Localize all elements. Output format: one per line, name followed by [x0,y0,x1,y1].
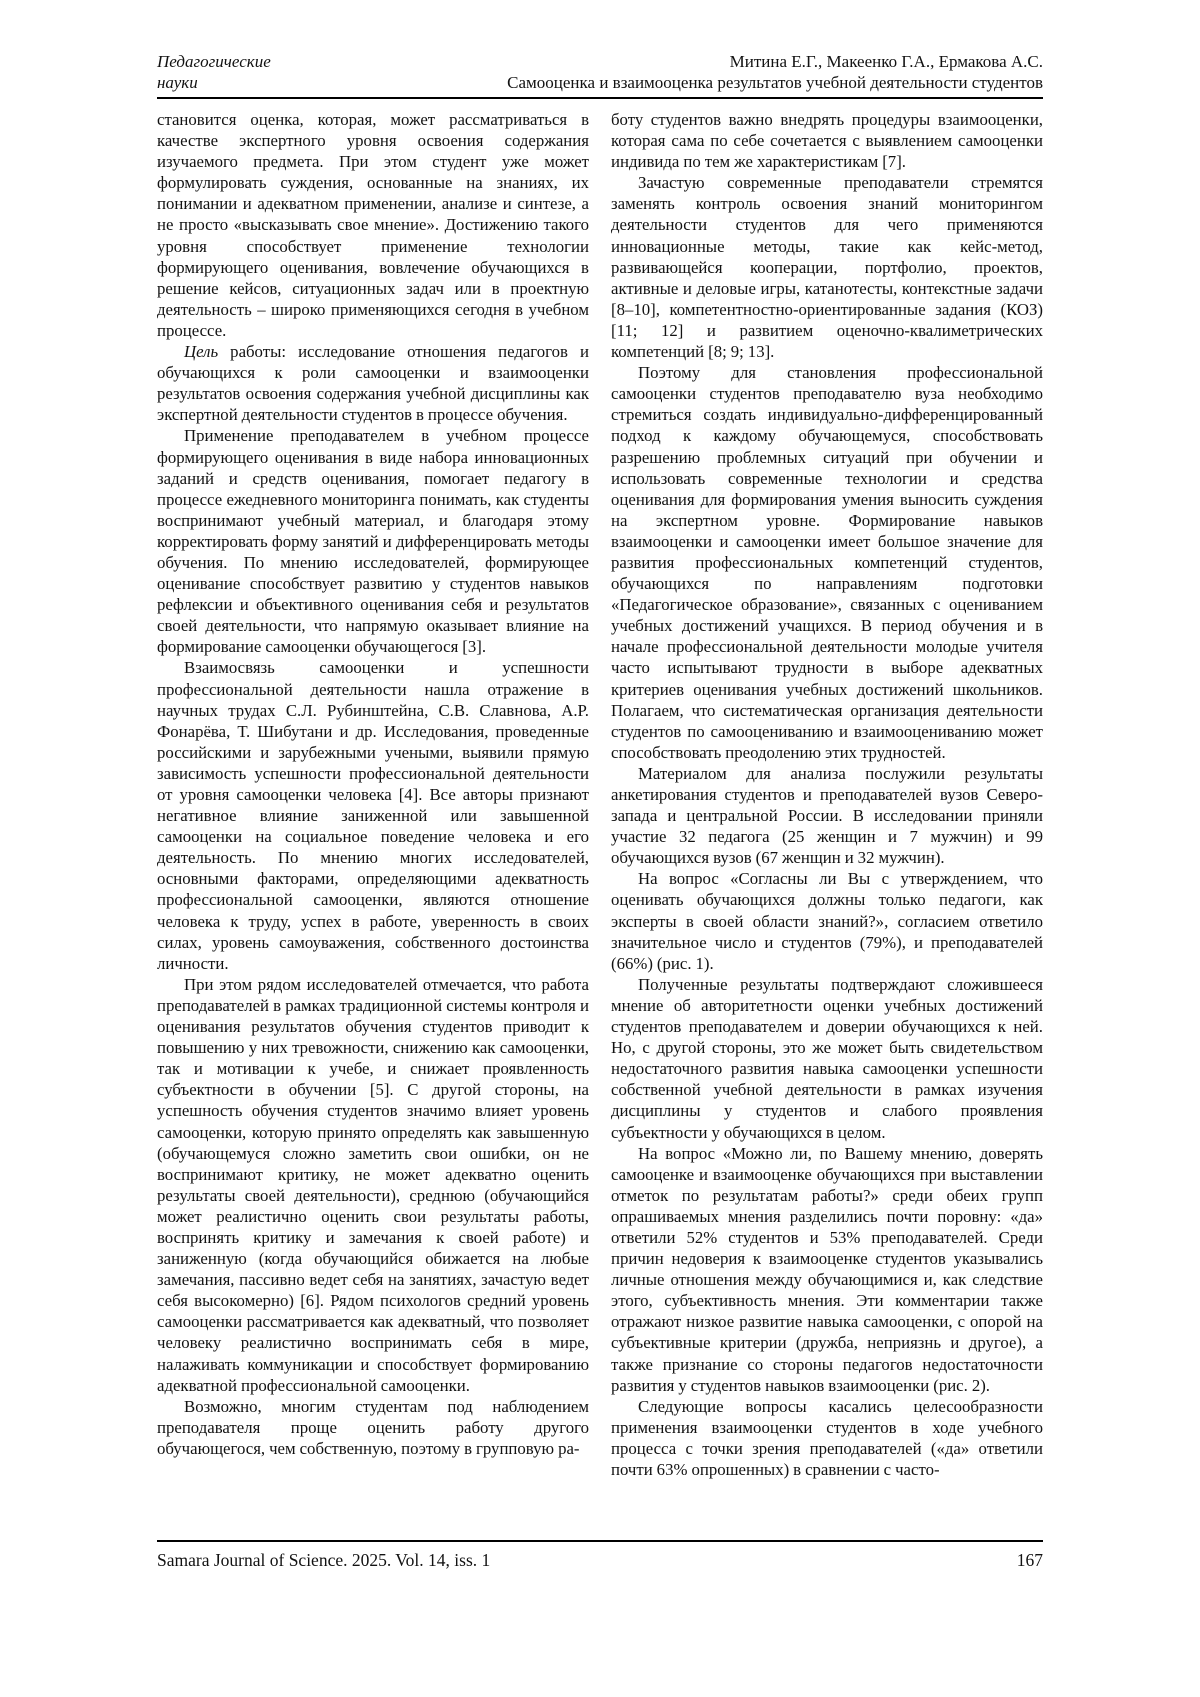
body-text: Зачастую современные преподаватели стремятся заменять контроль освоения знаний мониторингом деятельности студентов для чего применяются инновационные методы, такие как кейс-метод, развивающейся кооперации, портфолио, проектов, активные и деловые игры, катанотесты, контекстные задачи [8–10], компетентностно-ориентированные задания (КОЗ) [11; 12] и развитием оценочно-квалиметрических компетенций [8; 9; 13]. [611,173,1043,362]
paragraph [157,109,589,341]
running-title: Самооценка и взаимооценка результатов учебной деятельности студентов [507,72,1043,92]
journal-info: Samara Journal of Science. 2025. Vol. 14, iss. 1 [157,1550,491,1570]
paragraph [611,1143,1043,1396]
emphasis-text: Цель [184,342,219,362]
article-body [157,109,1043,1480]
paragraph [157,974,589,1396]
page-header [157,52,1043,93]
section-line1: Педагогические [157,52,271,71]
paragraph [611,109,1043,172]
header-divider [157,97,1043,99]
footer-divider [157,1540,1043,1542]
paragraph [157,341,589,425]
body-text: Возможно, многим студентам под наблюдением преподавателя проще оценить работу другого обучающегося, чем собственную, поэтому в групповую ра- [157,1396,589,1458]
body-text: Следующие вопросы касались целесообразности применения взаимооценки студентов в ходе учебного процесса с точки зрения преподавателей («да» ответили почти 63% опрошенных) в сравнении с часто- [611,1396,1043,1479]
body-text: На вопрос «Согласны ли Вы с утверждением, что оценивать обучающихся должны только педагоги, как эксперты в своей области знаний?», согласием ответило значительное число и студентов (79%), и преподавателей (66%) (рис. 1). [611,869,1043,973]
paragraph [157,1396,589,1459]
body-text: Взаимосвязь самооценки и успешности профессиональной деятельности нашла отражение в научных трудах С.Л. Рубинштейна, С.В. Славнова, А.Р. Фонарёва, Т. Шибутани и др. Исследования, проведенные российскими и зарубежными учеными, выявили прямую зависимость успешности профессиональной деятельности от уровня самооценки человека [4]. Все авторы признают негативное влияние заниженной или завышенной самооценки на социальное поведение человека и его деятельность. По мнению многих исследователей, основными факторами, определяющими адекватность профессиональной самооценки, являются отношение человека к труду, успех в работе, уверенность в своих силах, уровень самоуважения, собственного достоинства личности. [157,658,589,973]
right-column [611,109,1043,1480]
paragraph [611,974,1043,1143]
paragraph [157,657,589,973]
body-text: работы: исследование отношения педагогов и обучающихся к роли самооценки и взаимооценки результатов освоения содержания учебной дисциплины как экспертной деятельности студентов в процессе обучения. [157,342,589,425]
body-text: При этом рядом исследователей отмечается, что работа преподавателей в рамках традиционной системы контроля и оценивания результатов обучения студентов приводит к повышению у них тревожности, снижению как самооценки, так и мотивации к учебе, и снижает проявленность субъектности в обучении [5]. С другой стороны, на успешность обучения студентов значимо влияет уровень самооценки, которую принято определять как завышенную (обучающемуся сложно заметить свои ошибки, он не воспринимают критику, не может адекватно оценить результаты своей деятельности), среднюю (обучающийся может реалистично оценить свои результаты работы, воспринять критику и замечания к своей работе) и заниженную (когда обучающийся обижается на любые замечания, пассивно ведет себя на занятиях, зачастую ведет себя высокомерно) [6]. Рядом психологов средний уровень самооценки рассматривается как адекватный, что позволяет человеку реалистично воспринимать себя в мире, налаживать коммуникации и способствует формированию адекватной профессиональной самооценки. [157,974,589,1395]
body-text: Материалом для анализа послужили результаты анкетирования студентов и преподавателей вузов Северо-запада и центральной России. В исследовании приняли участие 32 педагога (25 женщин и 7 мужчин) и 99 обучающихся вузов (67 женщин и 32 мужчин). [611,763,1043,868]
body-text: Поэтому для становления профессиональной самооценки студентов преподавателю вуза необходимо стремиться создать индивидуально-дифференцированный подход к каждому обучающемуся, способствовать разрешению проблемных ситуаций при обучении и использовать современные технологии и средства оценивания для формирования умения выносить суждения на экспертном уровне. Формирование навыков взаимооценки и самооценки имеет большое значение для развития профессиональных компетенций студентов, обучающихся по направлениям подготовки «Педагогическое образование», связанных с оцениванием учебных достижений учащихся. В период обучения и в начале профессиональной деятельности молодые учителя часто испытывают трудности в выборе адекватных критериев оценивания учебных достижений школьников. Полагаем, что систематическая организация деятельности студентов по самооцениванию и взаимооцениванию может способствовать преодолению этих трудностей. [611,363,1043,762]
left-column [157,109,589,1480]
authors: Митина Е.Г., Макеенко Г.А., Ермакова А.С. [729,52,1043,71]
body-text: Применение преподавателем в учебном процессе формирующего оценивания в виде набора инновационных заданий и средств оценивания, помогает педагогу в процессе ежедневного мониторинга понимать, как студенты воспринимают учебный материал, и благодаря этому корректировать форму занятий и дифференцировать методы обучения. По мнению исследователей, формирующее оценивание способствует развитию у студентов навыков рефлексии и объективного оценивания себя и результатов своей деятельности, что напрямую оказывает влияние на формирование самооценки обучающегося [3]. [157,426,589,657]
running-head [507,52,1043,93]
section-name [157,52,271,93]
section-line2: науки [157,72,198,92]
paragraph [611,868,1043,973]
paragraph [611,172,1043,362]
paragraph [611,763,1043,868]
paragraph [611,1396,1043,1480]
body-text: На вопрос «Можно ли, по Вашему мнению, доверять самооценке и взаимооценке обучающихся при выставлении отметок по результатам работы?» среди обеих групп опрашиваемых мнения разделились почти поровну: «да» ответили 52% студентов и 53% преподавателей. Среди причин недоверия к взаимооценке студентов указывались личные отношения между обучающимися и, как следствие этого, субъективность мнения. Эти комментарии также отражают низкое развитие навыка самооценки, с опорой на субъективные критерии (дружба, неприязнь и другое), а также признание со стороны педагогов недостаточности развития у студентов навыков взаимооценки (рис. 2). [611,1143,1043,1395]
body-text: становится оценка, которая, может рассматриваться в качестве экспертного уровня освоения содержания изучаемого предмета. При этом студент уже может формулировать суждения, основанные на знаниях, их понимании и адекватном применении, анализе и синтезе, а не просто «высказывать свое мнение». Достижению такого уровня способствует применение технологии формирующего оценивания, вовлечение обучающихся в решение кейсов, ситуационных задач или в проектную деятельность – широко применяющихся сегодня в учебном процессе. [157,110,589,340]
page-footer [157,1549,1043,1571]
page-number: 167 [1016,1550,1043,1570]
body-text: Полученные результаты подтверждают сложившееся мнение об авторитетности оценки учебных достижений студентов преподавателем и доверии обучающихся к ней. Но, с другой стороны, это же может быть свидетельством недостаточного развития навыка самооценки успешности собственной учебной деятельности в рамках изучения дисциплины у студентов и слабого проявления субъектности у обучающихся в целом. [611,974,1043,1142]
body-text: боту студентов важно внедрять процедуры взаимооценки, которая сама по себе сочетается с выявлением самооценки индивида по тем же характеристикам [7]. [611,110,1043,172]
paragraph [611,362,1043,763]
paragraph [157,425,589,657]
